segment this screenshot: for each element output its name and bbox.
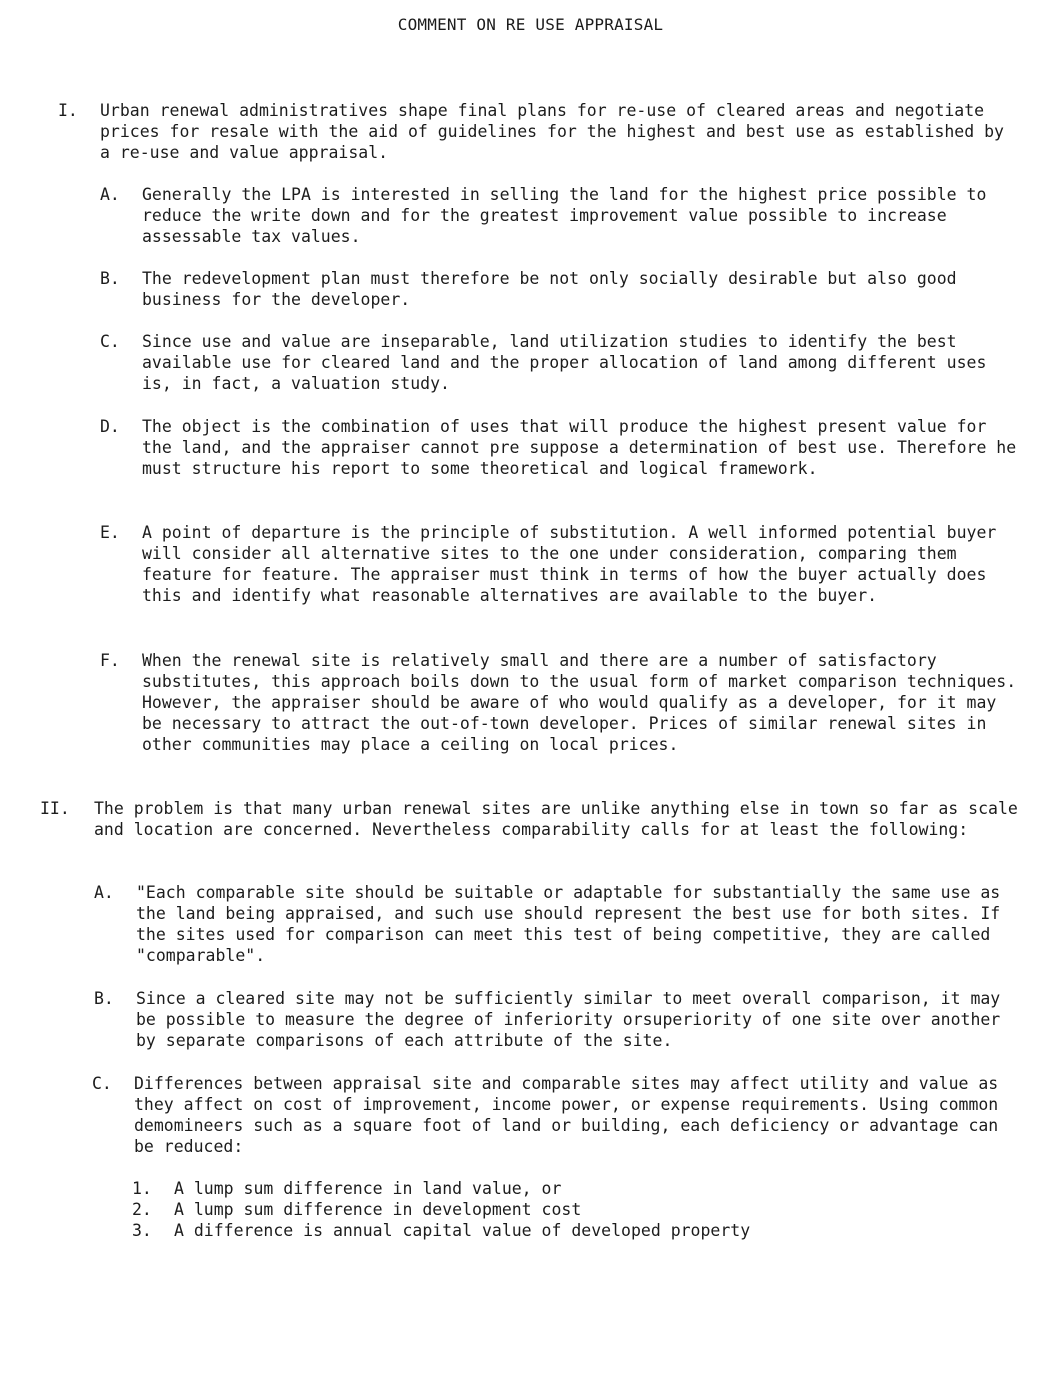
section-1-item-c xyxy=(100,331,1021,394)
section-1-item-d xyxy=(100,416,1021,479)
item-label: E. xyxy=(100,523,120,542)
item-text: Generally the LPA is interested in selling the land for the highest price possible to reduce the write down and for the greatest improvement value possible to increase assessable tax values. xyxy=(142,185,987,246)
section-2-item-b xyxy=(94,988,1021,1051)
section-2-item-a xyxy=(94,882,1021,966)
section-text: The problem is that many urban renewal sites are unlike anything else in town so far as scale and location are concerned. Nevertheless comparability calls for at least the following: xyxy=(94,799,1018,839)
item-text: The redevelopment plan must therefore be not only socially desirable but also good business for the developer. xyxy=(142,269,957,309)
section-1-item-a xyxy=(100,184,1021,247)
numbered-label: 3. xyxy=(132,1221,152,1240)
section-label: I. xyxy=(58,101,78,120)
numbered-text: A lump sum difference in land value, or xyxy=(174,1179,562,1198)
item-label: D. xyxy=(100,417,120,436)
item-text: "Each comparable site should be suitable or adaptable for substantially the same use as the land being appraised, and such use should represent the best use for both sites. If the sites used for comparison can meet this test of being competitive, they are called "comparable". xyxy=(136,883,1001,965)
item-label: B. xyxy=(100,269,120,288)
item-label: B. xyxy=(94,989,114,1008)
numbered-text: A lump sum difference in development cost xyxy=(174,1200,582,1219)
section-1-item-b xyxy=(100,268,1021,310)
item-text: Differences between appraisal site and comparable sites may affect utility and value as they affect on cost of improvement, income power, or expense requirements. Using common demomineers such as a square foot of land or building, each deficiency or advantage can be reduced: xyxy=(134,1074,999,1156)
document-title: COMMENT ON RE USE APPRAISAL xyxy=(397,15,664,34)
item-label: F. xyxy=(100,651,120,670)
section-1-item-e xyxy=(100,522,1031,606)
section-2-numbered-3 xyxy=(132,1220,1021,1241)
item-label: A. xyxy=(100,185,120,204)
item-label: A. xyxy=(94,883,114,902)
numbered-text: A difference is annual capital value of developed property xyxy=(174,1221,751,1240)
section-2 xyxy=(40,798,1021,840)
numbered-label: 1. xyxy=(132,1179,152,1198)
item-label: C. xyxy=(92,1074,112,1093)
item-text: The object is the combination of uses that will produce the highest present value for the land, and the appraiser cannot pre suppose a determination of best use. Therefore he must structure his report to some theoretical and logical framework. xyxy=(142,417,1017,478)
section-2-item-c xyxy=(92,1073,1021,1157)
item-text: Since use and value are inseparable, land utilization studies to identify the best available use for cleared land and the proper allocation of land among different uses is, in fact, a valuation study. xyxy=(142,332,987,393)
section-label: II. xyxy=(40,799,70,818)
section-2-numbered-2 xyxy=(132,1199,1021,1220)
item-text: Since a cleared site may not be sufficiently similar to meet overall comparison, it may be possible to measure the degree of inferiority orsuperiority of one site over another by separate comparisons of each attribute of the site. xyxy=(136,989,1001,1050)
section-1-item-f xyxy=(100,650,1021,755)
section-2-numbered-1 xyxy=(132,1178,1021,1199)
item-label: C. xyxy=(100,332,120,351)
item-text: A point of departure is the principle of substitution. A well informed potential buyer will consider all alternative sites to the one under consideration, comparing them feature for feature. The appraiser must think in terms of how the buyer actually does this and identify what reasonable alternatives are available to the buyer. xyxy=(142,523,997,605)
section-1 xyxy=(58,100,1021,163)
section-text: Urban renewal administratives shape final plans for re-use of cleared areas and negotiate prices for resale with the aid of guidelines for the highest and best use as established by a re-use and value appraisal. xyxy=(100,101,1004,162)
numbered-label: 2. xyxy=(132,1200,152,1219)
item-text: When the renewal site is relatively small and there are a number of satisfactory substitutes, this approach boils down to the usual form of market comparison techniques. However, the appraiser should be aware of who would qualify as a developer, for it may be necessary to attract the out-of-town developer. Prices of similar renewal sites in other communities may place a ceiling on local prices. xyxy=(142,651,1017,754)
